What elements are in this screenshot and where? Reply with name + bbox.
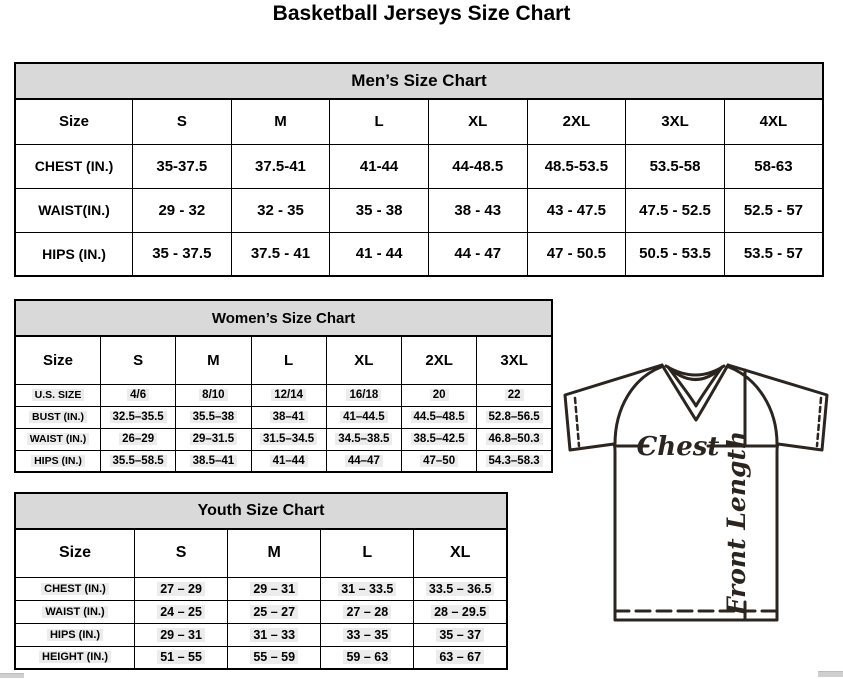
row-label: U.S. SIZE bbox=[15, 384, 101, 406]
size-value-cell: 47–50 bbox=[402, 450, 477, 472]
row-label: WAIST (IN.) bbox=[15, 600, 135, 623]
size-value-cell: 37.5 - 41 bbox=[231, 232, 330, 276]
column-header: Size bbox=[15, 336, 101, 384]
size-value-cell: 41–44 bbox=[251, 450, 326, 472]
size-value-cell: 41–44.5 bbox=[326, 406, 401, 428]
column-header: XL bbox=[414, 529, 507, 577]
size-value-cell: 44-48.5 bbox=[428, 144, 527, 188]
size-value-cell: 22 bbox=[477, 384, 552, 406]
mens-size-chart-section bbox=[14, 62, 824, 277]
column-header: 2XL bbox=[527, 99, 626, 144]
column-header: S bbox=[133, 99, 232, 144]
chest-label: Chest bbox=[636, 432, 720, 462]
size-value-cell: 41-44 bbox=[330, 144, 429, 188]
column-header: M bbox=[228, 529, 321, 577]
table-row bbox=[15, 232, 823, 276]
size-value-cell: 31 – 33 bbox=[228, 623, 321, 646]
size-value-cell: 33.5 – 36.5 bbox=[414, 577, 507, 600]
size-value-cell: 55 – 59 bbox=[228, 646, 321, 669]
size-value-cell: 38.5–41 bbox=[176, 450, 251, 472]
column-header: 2XL bbox=[402, 336, 477, 384]
row-label: WAIST(IN.) bbox=[15, 188, 133, 232]
size-value-cell: 29 – 31 bbox=[228, 577, 321, 600]
womens-size-chart-section bbox=[14, 299, 553, 473]
size-value-cell: 31.5–34.5 bbox=[251, 428, 326, 450]
header-row bbox=[15, 99, 823, 144]
size-value-cell: 54.3–58.3 bbox=[477, 450, 552, 472]
column-header: 4XL bbox=[724, 99, 823, 144]
size-value-cell: 35 - 37.5 bbox=[133, 232, 232, 276]
size-value-cell: 28 – 29.5 bbox=[414, 600, 507, 623]
table-row bbox=[15, 646, 507, 669]
page-title: Basketball Jerseys Size Chart bbox=[272, 2, 571, 25]
row-label: HEIGHT (IN.) bbox=[15, 646, 135, 669]
column-header: Size bbox=[15, 529, 135, 577]
size-value-cell: 38.5–42.5 bbox=[402, 428, 477, 450]
size-value-cell: 27 – 28 bbox=[321, 600, 414, 623]
size-value-cell: 47 - 50.5 bbox=[527, 232, 626, 276]
size-value-cell: 38 - 43 bbox=[428, 188, 527, 232]
column-header: L bbox=[321, 529, 414, 577]
table-row bbox=[15, 577, 507, 600]
jersey-diagram bbox=[558, 356, 838, 626]
column-header: S bbox=[101, 336, 176, 384]
row-label: HIPS (IN.) bbox=[15, 232, 133, 276]
size-value-cell: 27 – 29 bbox=[135, 577, 228, 600]
size-value-cell: 47.5 - 52.5 bbox=[626, 188, 725, 232]
size-value-cell: 50.5 - 53.5 bbox=[626, 232, 725, 276]
size-value-cell: 46.8–50.3 bbox=[477, 428, 552, 450]
mens-size-table bbox=[14, 98, 824, 277]
row-label: HIPS (IN.) bbox=[15, 450, 101, 472]
table-row bbox=[15, 406, 552, 428]
left-cuff-dashed-line bbox=[575, 398, 579, 446]
size-value-cell: 29 - 32 bbox=[133, 188, 232, 232]
table-row bbox=[15, 384, 552, 406]
size-value-cell: 52.5 - 57 bbox=[724, 188, 823, 232]
column-header: M bbox=[176, 336, 251, 384]
column-header: M bbox=[231, 99, 330, 144]
size-value-cell: 12/14 bbox=[251, 384, 326, 406]
size-value-cell: 8/10 bbox=[176, 384, 251, 406]
column-header: XL bbox=[428, 99, 527, 144]
size-value-cell: 29 – 31 bbox=[135, 623, 228, 646]
womens-chart-title: Women’s Size Chart bbox=[14, 299, 553, 337]
table-row bbox=[15, 450, 552, 472]
size-value-cell: 59 – 63 bbox=[321, 646, 414, 669]
column-header: S bbox=[135, 529, 228, 577]
row-label: BUST (IN.) bbox=[15, 406, 101, 428]
size-value-cell: 35 – 37 bbox=[414, 623, 507, 646]
right-cuff-dashed-line bbox=[817, 398, 821, 446]
size-value-cell: 38–41 bbox=[251, 406, 326, 428]
size-value-cell: 16/18 bbox=[326, 384, 401, 406]
row-label: CHEST (IN.) bbox=[15, 577, 135, 600]
size-value-cell: 31 – 33.5 bbox=[321, 577, 414, 600]
size-value-cell: 53.5 - 57 bbox=[724, 232, 823, 276]
size-value-cell: 53.5-58 bbox=[626, 144, 725, 188]
size-value-cell: 32 - 35 bbox=[231, 188, 330, 232]
table-row bbox=[15, 428, 552, 450]
youth-size-table bbox=[14, 528, 508, 670]
table-row bbox=[15, 144, 823, 188]
size-value-cell: 48.5-53.5 bbox=[527, 144, 626, 188]
column-header: XL bbox=[326, 336, 401, 384]
header-row bbox=[15, 336, 552, 384]
size-value-cell: 63 – 67 bbox=[414, 646, 507, 669]
size-value-cell: 35 - 38 bbox=[330, 188, 429, 232]
horizontal-scrollbar-fragment-right[interactable] bbox=[818, 671, 843, 677]
column-header: Size bbox=[15, 99, 133, 144]
size-value-cell: 24 – 25 bbox=[135, 600, 228, 623]
size-value-cell: 51 – 55 bbox=[135, 646, 228, 669]
table-row bbox=[15, 188, 823, 232]
size-value-cell: 20 bbox=[402, 384, 477, 406]
column-header: L bbox=[251, 336, 326, 384]
header-row bbox=[15, 529, 507, 577]
table-row bbox=[15, 600, 507, 623]
front-length-label: Front Length bbox=[722, 430, 751, 616]
size-value-cell: 4/6 bbox=[101, 384, 176, 406]
size-value-cell: 44.5–48.5 bbox=[402, 406, 477, 428]
size-value-cell: 29–31.5 bbox=[176, 428, 251, 450]
size-value-cell: 43 - 47.5 bbox=[527, 188, 626, 232]
youth-size-chart-section bbox=[14, 492, 508, 670]
size-value-cell: 33 – 35 bbox=[321, 623, 414, 646]
size-value-cell: 44–47 bbox=[326, 450, 401, 472]
column-header: 3XL bbox=[626, 99, 725, 144]
size-value-cell: 52.8–56.5 bbox=[477, 406, 552, 428]
size-value-cell: 35.5–38 bbox=[176, 406, 251, 428]
size-value-cell: 25 – 27 bbox=[228, 600, 321, 623]
womens-size-table bbox=[14, 335, 553, 473]
row-label: HIPS (IN.) bbox=[15, 623, 135, 646]
size-value-cell: 35-37.5 bbox=[133, 144, 232, 188]
size-value-cell: 37.5-41 bbox=[231, 144, 330, 188]
size-value-cell: 44 - 47 bbox=[428, 232, 527, 276]
horizontal-scrollbar-fragment-left[interactable] bbox=[0, 673, 24, 678]
size-value-cell: 41 - 44 bbox=[330, 232, 429, 276]
size-value-cell: 26–29 bbox=[101, 428, 176, 450]
row-label: WAIST (IN.) bbox=[15, 428, 101, 450]
column-header: L bbox=[330, 99, 429, 144]
size-value-cell: 34.5–38.5 bbox=[326, 428, 401, 450]
table-row bbox=[15, 623, 507, 646]
size-value-cell: 58-63 bbox=[724, 144, 823, 188]
mens-chart-title: Men’s Size Chart bbox=[14, 62, 824, 100]
row-label: CHEST (IN.) bbox=[15, 144, 133, 188]
youth-chart-title: Youth Size Chart bbox=[14, 492, 508, 530]
size-value-cell: 32.5–35.5 bbox=[101, 406, 176, 428]
column-header: 3XL bbox=[477, 336, 552, 384]
size-value-cell: 35.5–58.5 bbox=[101, 450, 176, 472]
